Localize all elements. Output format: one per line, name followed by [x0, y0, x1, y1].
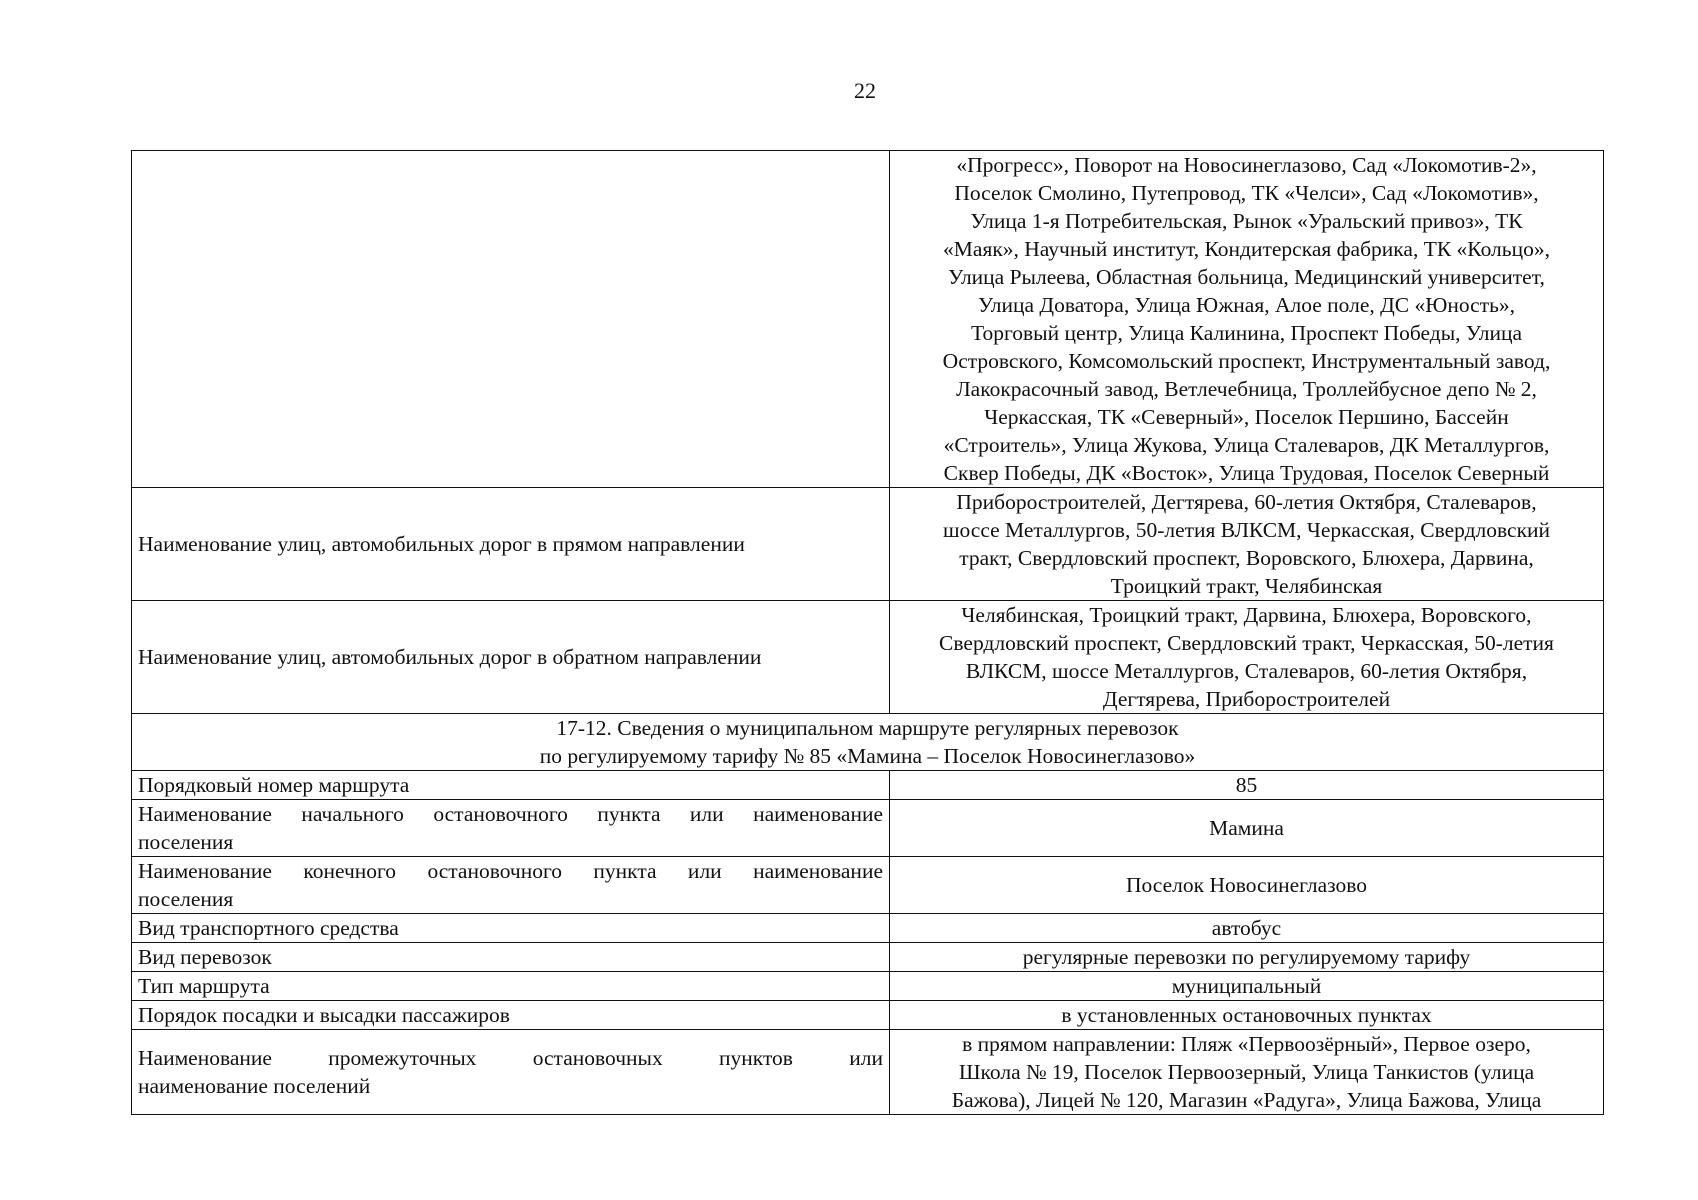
- section-header-row: [132, 714, 1604, 771]
- list-item: Челябинская, Троицкий тракт, Дарвина, Блюхера, Воровского,: [961, 603, 1532, 627]
- intermediate-stops-label: [132, 1030, 890, 1115]
- list-item: в прямом направлении: Пляж «Первоозёрный», Первое озеро,: [962, 1032, 1531, 1056]
- list-item: «Маяк», Научный институт, Кондитерская фабрика, ТК «Кольцо»,: [943, 237, 1550, 261]
- list-item: «Строитель», Улица Жукова, Улица Сталеваров, ДК Металлургов,: [943, 433, 1550, 457]
- table-row: [132, 1001, 1604, 1030]
- label-line: поселения: [138, 887, 234, 911]
- list-item: Торговый центр, Улица Калинина, Проспект Победы, Улица: [970, 321, 1523, 345]
- list-item: Черкасская, ТК «Северный», Поселок Першино, Бассейн: [984, 405, 1509, 429]
- list-item: Улица Доватора, Улица Южная, Алое поле, ДС «Юность»,: [977, 293, 1516, 317]
- intermediate-stops-cell: [890, 1030, 1604, 1115]
- route-type-value: муниципальный: [890, 972, 1604, 1001]
- vehicle-type-label: Вид транспортного средства: [132, 914, 890, 943]
- list-item: Бажова), Лицей № 120, Магазин «Радуга», Улица Бажова, Улица: [951, 1088, 1542, 1112]
- reverse-streets-label: Наименование улиц, автомобильных дорог в обратном направлении: [132, 601, 890, 714]
- table-row: [132, 771, 1604, 800]
- stops-continuation-cell: [890, 151, 1604, 488]
- reverse-streets-cell: [890, 601, 1604, 714]
- transport-kind-value: регулярные перевозки по регулируемому тарифу: [890, 943, 1604, 972]
- end-stop-value: Поселок Новосинеглазово: [890, 857, 1604, 914]
- label-line: Наименование промежуточных остановочных пунктов или: [138, 1046, 883, 1070]
- list-item: Лакокрасочный завод, Ветлечебница, Троллейбусное депо № 2,: [956, 377, 1537, 401]
- list-item: Улица 1-я Потребительская, Рынок «Уральский привоз», ТК: [970, 209, 1523, 233]
- route-type-label: Тип маршрута: [132, 972, 890, 1001]
- table-row: [132, 800, 1604, 857]
- table-row: [132, 151, 1604, 488]
- table-row: [132, 601, 1604, 714]
- forward-streets-cell: [890, 488, 1604, 601]
- list-item: шоссе Металлургов, 50-летия ВЛКСМ, Черкасская, Свердловский: [942, 518, 1551, 542]
- vehicle-type-value: автобус: [890, 914, 1604, 943]
- list-item: Свердловский проспект, Свердловский тракт, Черкасская, 50-летия: [939, 631, 1554, 655]
- boarding-order-value: в установленных остановочных пунктах: [890, 1001, 1604, 1030]
- page-number: 22: [854, 78, 876, 103]
- list-item: тракт, Свердловский проспект, Воровского, Блюхера, Дарвина,: [959, 546, 1534, 570]
- list-item: «Прогресс», Поворот на Новосинеглазово, Сад «Локомотив-2»,: [956, 153, 1537, 177]
- section-title-line: по регулируемому тарифу № 85 «Мамина – Поселок Новосинеглазово»: [539, 744, 1196, 768]
- list-item: Поселок Смолино, Путепровод, ТК «Челси», Сад «Локомотив»,: [954, 181, 1539, 205]
- list-item: Островского, Комсомольский проспект, Инструментальный завод,: [942, 349, 1551, 373]
- list-item: Сквер Победы, ДК «Восток», Улица Трудовая, Поселок Северный: [943, 461, 1550, 485]
- boarding-order-label: Порядок посадки и высадки пассажиров: [132, 1001, 890, 1030]
- list-item: Улица Рылеева, Областная больница, Медицинский университет,: [948, 265, 1545, 289]
- table-row: [132, 488, 1604, 601]
- route-number-value: 85: [890, 771, 1604, 800]
- forward-streets-label: Наименование улиц, автомобильных дорог в прямом направлении: [132, 488, 890, 601]
- table-row: [132, 914, 1604, 943]
- list-item: Троицкий тракт, Челябинская: [1110, 574, 1383, 598]
- label-line: наименование поселений: [138, 1074, 371, 1098]
- start-stop-label: [132, 800, 890, 857]
- list-item: Школа № 19, Поселок Первоозерный, Улица Танкистов (улица: [958, 1060, 1535, 1084]
- route-info-table: [131, 150, 1604, 1115]
- transport-kind-label: Вид перевозок: [132, 943, 890, 972]
- label-line: Наименование конечного остановочного пункта или наименование: [138, 859, 883, 883]
- table-row: [132, 857, 1604, 914]
- route-number-label: Порядковый номер маршрута: [132, 771, 890, 800]
- list-item: ВЛКСМ, шоссе Металлургов, Сталеваров, 60-летия Октября,: [965, 659, 1528, 683]
- list-item: Приборостроителей, Дегтярева, 60-летия Октября, Сталеваров,: [956, 490, 1537, 514]
- table-row: [132, 1030, 1604, 1115]
- list-item: Дегтярева, Приборостроителей: [1102, 687, 1391, 711]
- label-line: поселения: [138, 830, 234, 854]
- section-title: [132, 714, 1604, 771]
- section-title-line: 17-12. Сведения о муниципальном маршруте регулярных перевозок: [556, 716, 1179, 740]
- table-row: [132, 943, 1604, 972]
- start-stop-value: Мамина: [890, 800, 1604, 857]
- table-row: [132, 972, 1604, 1001]
- end-stop-label: [132, 857, 890, 914]
- label-line: Наименование начального остановочного пункта или наименование: [138, 802, 883, 826]
- empty-label-cell: [132, 151, 890, 488]
